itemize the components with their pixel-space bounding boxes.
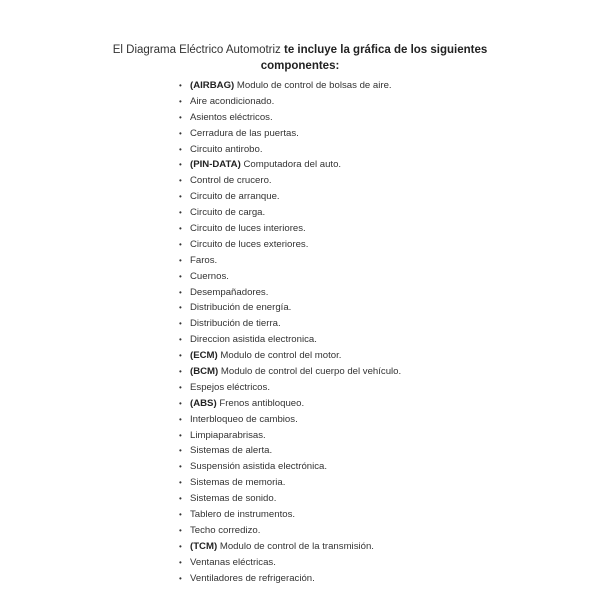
bullet-icon: •	[179, 557, 182, 567]
bullet-icon: •	[179, 478, 182, 488]
component-description: Ventanas eléctricas.	[190, 556, 276, 568]
list-item	[179, 443, 401, 459]
bullet-icon: •	[179, 541, 182, 551]
component-description: Distribución de energía.	[190, 302, 292, 314]
bullet-icon: •	[179, 287, 182, 297]
bullet-icon: •	[179, 224, 182, 234]
bullet-icon: •	[179, 208, 182, 218]
component-description: Espejos eléctricos.	[190, 381, 270, 393]
component-description: Circuito de arranque.	[190, 191, 280, 203]
list-item	[179, 173, 401, 189]
component-description: Limpiaparabrisas.	[190, 429, 266, 441]
bullet-icon: •	[179, 176, 182, 186]
bullet-icon: •	[179, 271, 182, 281]
bullet-icon: •	[179, 494, 182, 504]
list-item	[179, 221, 401, 237]
intro-line-2: componentes:	[260, 60, 340, 72]
component-description: Distribución de tierra.	[190, 318, 281, 330]
component-description: Modulo de control del motor.	[220, 350, 342, 362]
component-code: (TCM)	[190, 540, 218, 552]
component-description: Modulo de control de la transmisión.	[219, 540, 374, 552]
component-description: Circuito de carga.	[190, 207, 266, 219]
list-item	[179, 539, 401, 555]
bullet-icon: •	[179, 398, 182, 408]
list-item	[179, 364, 402, 380]
intro-bold-text: te incluye la gráfica de los siguientes	[284, 44, 488, 56]
component-description: Tablero de instrumentos.	[190, 509, 296, 521]
bullet-icon: •	[179, 81, 182, 90]
list-item	[179, 205, 401, 221]
list-item	[179, 332, 401, 348]
component-description: Cuernos.	[190, 270, 229, 282]
bullet-icon: •	[179, 382, 182, 392]
component-description: Modulo de control de bolsas de aire.	[236, 80, 392, 91]
list-item	[179, 285, 401, 301]
component-description: Desempañadores.	[190, 286, 269, 298]
bullet-icon: •	[179, 367, 182, 377]
list-item	[179, 475, 401, 491]
component-description: Computadora del auto.	[243, 159, 342, 171]
bullet-icon: •	[179, 510, 182, 520]
bullet-icon: •	[179, 462, 182, 472]
bullet-icon: •	[179, 160, 182, 170]
list-item	[179, 300, 401, 316]
component-list	[179, 78, 402, 587]
component-code: (AIRBAG)	[190, 80, 235, 91]
bullet-icon: •	[179, 144, 182, 154]
list-item	[179, 94, 401, 110]
component-description: Direccion asistida electronica.	[190, 334, 317, 346]
list-item	[179, 157, 401, 173]
list-item	[179, 253, 401, 269]
bullet-icon: •	[179, 319, 182, 329]
component-description: Frenos antibloqueo.	[219, 397, 305, 409]
bullet-icon: •	[179, 128, 182, 138]
list-item	[179, 428, 401, 444]
intro-heading	[0, 42, 600, 74]
bullet-icon: •	[179, 573, 182, 583]
component-description: Circuito de luces exteriores.	[190, 238, 309, 250]
bullet-icon: •	[179, 303, 182, 313]
component-description: Sistemas de memoria.	[190, 477, 286, 489]
component-description: Ventiladores de refrigeración.	[190, 572, 315, 584]
bullet-icon: •	[179, 414, 182, 424]
component-description: Sistemas de alerta.	[190, 445, 273, 457]
list-item	[179, 126, 401, 142]
component-description: Sistemas de sonido.	[190, 493, 277, 505]
list-item	[179, 507, 401, 523]
list-item	[179, 571, 401, 587]
list-item	[179, 396, 401, 412]
component-description: Techo corredizo.	[190, 524, 261, 536]
bullet-icon: •	[179, 112, 182, 122]
bullet-icon: •	[179, 239, 182, 249]
list-item	[179, 380, 401, 396]
component-description: Suspensión asistida electrónica.	[190, 461, 328, 473]
component-code: (ABS)	[190, 397, 217, 409]
component-description: Circuito antirobo.	[190, 143, 263, 155]
bullet-icon: •	[179, 192, 182, 202]
component-description: Interbloqueo de cambios.	[190, 413, 298, 425]
bullet-icon: •	[179, 351, 182, 361]
list-item	[179, 555, 401, 571]
list-item	[179, 189, 401, 205]
bullet-icon: •	[179, 255, 182, 265]
component-description: Cerradura de las puertas.	[190, 127, 299, 139]
bullet-icon: •	[179, 430, 182, 440]
intro-plain-text: El Diagrama Eléctrico Automotriz	[112, 44, 281, 56]
list-item	[179, 110, 401, 126]
component-description: Asientos eléctricos.	[190, 111, 273, 123]
component-description: Modulo de control del cuerpo del vehículo.	[220, 366, 402, 378]
bullet-icon: •	[179, 335, 182, 345]
list-item	[179, 412, 401, 428]
list-item	[179, 269, 401, 285]
list-item	[179, 348, 401, 364]
bullet-icon: •	[179, 96, 182, 106]
bullet-icon: •	[179, 525, 182, 535]
list-item	[179, 491, 401, 507]
component-code: (BCM)	[190, 366, 219, 378]
component-description: Circuito de luces interiores.	[190, 223, 306, 235]
list-item	[179, 316, 401, 332]
component-description: Control de crucero.	[190, 175, 272, 187]
list-item	[179, 523, 401, 539]
list-item	[179, 142, 401, 158]
intro-line-1	[0, 42, 600, 58]
list-item	[179, 78, 401, 94]
component-code: (PIN-DATA)	[190, 159, 241, 171]
component-code: (ECM)	[190, 350, 218, 362]
component-description: Faros.	[190, 254, 218, 266]
component-description: Aire acondicionado.	[190, 95, 275, 107]
bullet-icon: •	[179, 446, 182, 456]
list-item	[179, 459, 401, 475]
list-item	[179, 237, 401, 253]
